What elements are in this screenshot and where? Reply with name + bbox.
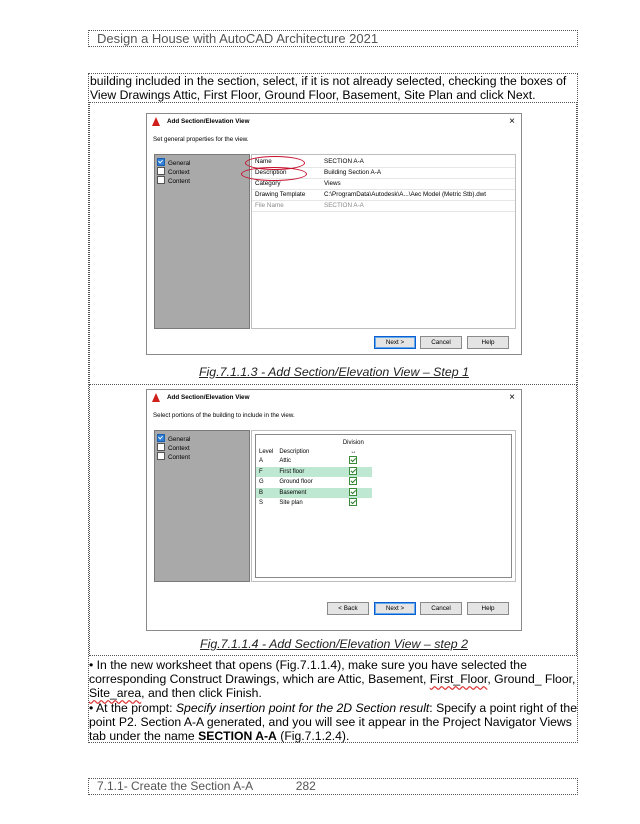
header-title: Design a House with AutoCAD Architecture 2021 xyxy=(97,31,379,46)
figure-cell-2 xyxy=(89,384,577,656)
footer-section: 7.1.1- Create the Section A-A xyxy=(97,779,253,793)
table-row[interactable]: A Attic xyxy=(256,456,372,467)
highlight-oval-description xyxy=(241,167,307,181)
nav-item-general[interactable]: General xyxy=(157,158,190,166)
close-icon[interactable]: × xyxy=(509,116,515,127)
checkbox-icon[interactable] xyxy=(157,452,165,460)
nav-item-general[interactable]: General xyxy=(157,434,190,442)
property-row-file-name: File Name SECTION A-A xyxy=(252,201,515,212)
column-level: Level xyxy=(259,448,274,455)
table-row[interactable]: B Basement xyxy=(256,488,372,499)
page-header xyxy=(88,30,578,47)
property-row-description[interactable]: Description Building Section A-A xyxy=(252,168,515,179)
dialog-titlebar xyxy=(147,390,521,406)
checkbox-icon[interactable] xyxy=(157,167,165,175)
cancel-button[interactable]: Cancel xyxy=(420,602,462,615)
property-row-name[interactable]: Name SECTION A-A xyxy=(252,157,515,168)
levels-grid xyxy=(255,434,512,578)
figure-caption-1: Fig.7.1.1.3 - Add Section/Elevation View – Step 1 xyxy=(198,365,469,379)
division-header: Division xyxy=(342,440,364,446)
cancel-button[interactable]: Cancel xyxy=(420,336,462,349)
dialog-title: Add Section/Elevation View xyxy=(167,118,250,125)
checkbox-icon[interactable] xyxy=(157,158,165,166)
help-button[interactable]: Help xyxy=(467,336,509,349)
back-button[interactable]: < Back xyxy=(327,602,369,615)
page-footer xyxy=(88,778,578,795)
checkbox-checked-icon[interactable] xyxy=(349,488,357,496)
page-number: 282 xyxy=(295,779,316,793)
table-header-row xyxy=(256,448,372,457)
levels-table xyxy=(256,439,372,509)
checkbox-checked-icon[interactable] xyxy=(349,456,357,464)
column-description: Description xyxy=(279,448,310,455)
division-arrow-icon: ↔ xyxy=(350,448,357,455)
autocad-logo-icon xyxy=(152,393,160,402)
dialog-subtitle: Select portions of the building to include in the view. xyxy=(153,412,295,419)
nav-item-content[interactable]: Content xyxy=(157,452,190,460)
table-row[interactable]: F First floor xyxy=(256,467,372,478)
nav-panel xyxy=(154,154,250,329)
nav-panel xyxy=(154,430,250,582)
table-row[interactable]: S Site plan xyxy=(256,498,372,509)
figure-caption-2: Fig.7.1.1.4 - Add Section/Elevation View – step 2 xyxy=(200,637,468,651)
checkbox-checked-icon[interactable] xyxy=(349,498,357,506)
help-button[interactable]: Help xyxy=(467,602,509,615)
checkbox-icon[interactable] xyxy=(157,176,165,184)
nav-item-context[interactable]: Context xyxy=(157,167,190,175)
checkbox-checked-icon[interactable] xyxy=(349,467,357,475)
checkbox-icon[interactable] xyxy=(157,434,165,442)
figure-cell-1 xyxy=(89,102,577,385)
checkbox-checked-icon[interactable] xyxy=(349,477,357,485)
table-row[interactable]: G Ground floor xyxy=(256,477,372,488)
dialog-title: Add Section/Elevation View xyxy=(167,394,250,401)
body-paragraphs xyxy=(89,658,577,743)
next-button[interactable]: Next > xyxy=(374,336,416,349)
close-icon[interactable]: × xyxy=(509,392,515,403)
properties-panel xyxy=(251,154,516,329)
dialog-add-section-step2 xyxy=(146,389,522,631)
autocad-logo-icon xyxy=(152,117,160,126)
nav-item-content[interactable]: Content xyxy=(157,176,190,184)
paragraph-prompt: • At the prompt: Specify insertion point for the 2D Section result: Specify a point right of the point P2. Section A-A generated, and you will see it appear in the Project Navigator Views tab under the name SECTION A-A (Fig.7.1.2.4). xyxy=(89,700,577,744)
nav-item-context[interactable]: Context xyxy=(157,443,190,451)
next-button[interactable]: Next > xyxy=(374,602,416,615)
dialog-subtitle: Set general properties for the view. xyxy=(153,136,249,143)
paragraph-finish: • In the new worksheet that opens (Fig.7.1.1.4), make sure you have selected the corresponding Construct Drawings, which are Attic, Basement, First_Floor, Ground_ Floor, Site_area, and then click Finish. xyxy=(89,658,576,701)
dialog-titlebar xyxy=(147,114,521,130)
dialog-add-section-step1 xyxy=(146,113,522,355)
checkbox-icon[interactable] xyxy=(157,443,165,451)
property-row-drawing-template[interactable]: Drawing Template C:\ProgramData\Autodesk\A...\Aec Model (Metric Stb).dwt xyxy=(252,190,515,201)
levels-panel xyxy=(251,430,516,582)
content-frame xyxy=(88,73,578,743)
table-header-top xyxy=(256,439,372,448)
property-row-category[interactable]: Category Views xyxy=(252,179,515,190)
intro-paragraph: building included in the section, select, if it is not already selected, checking the boxes of View Drawings Attic, First Floor, Ground Floor, Basement, Site Plan and click Next. xyxy=(90,74,567,102)
